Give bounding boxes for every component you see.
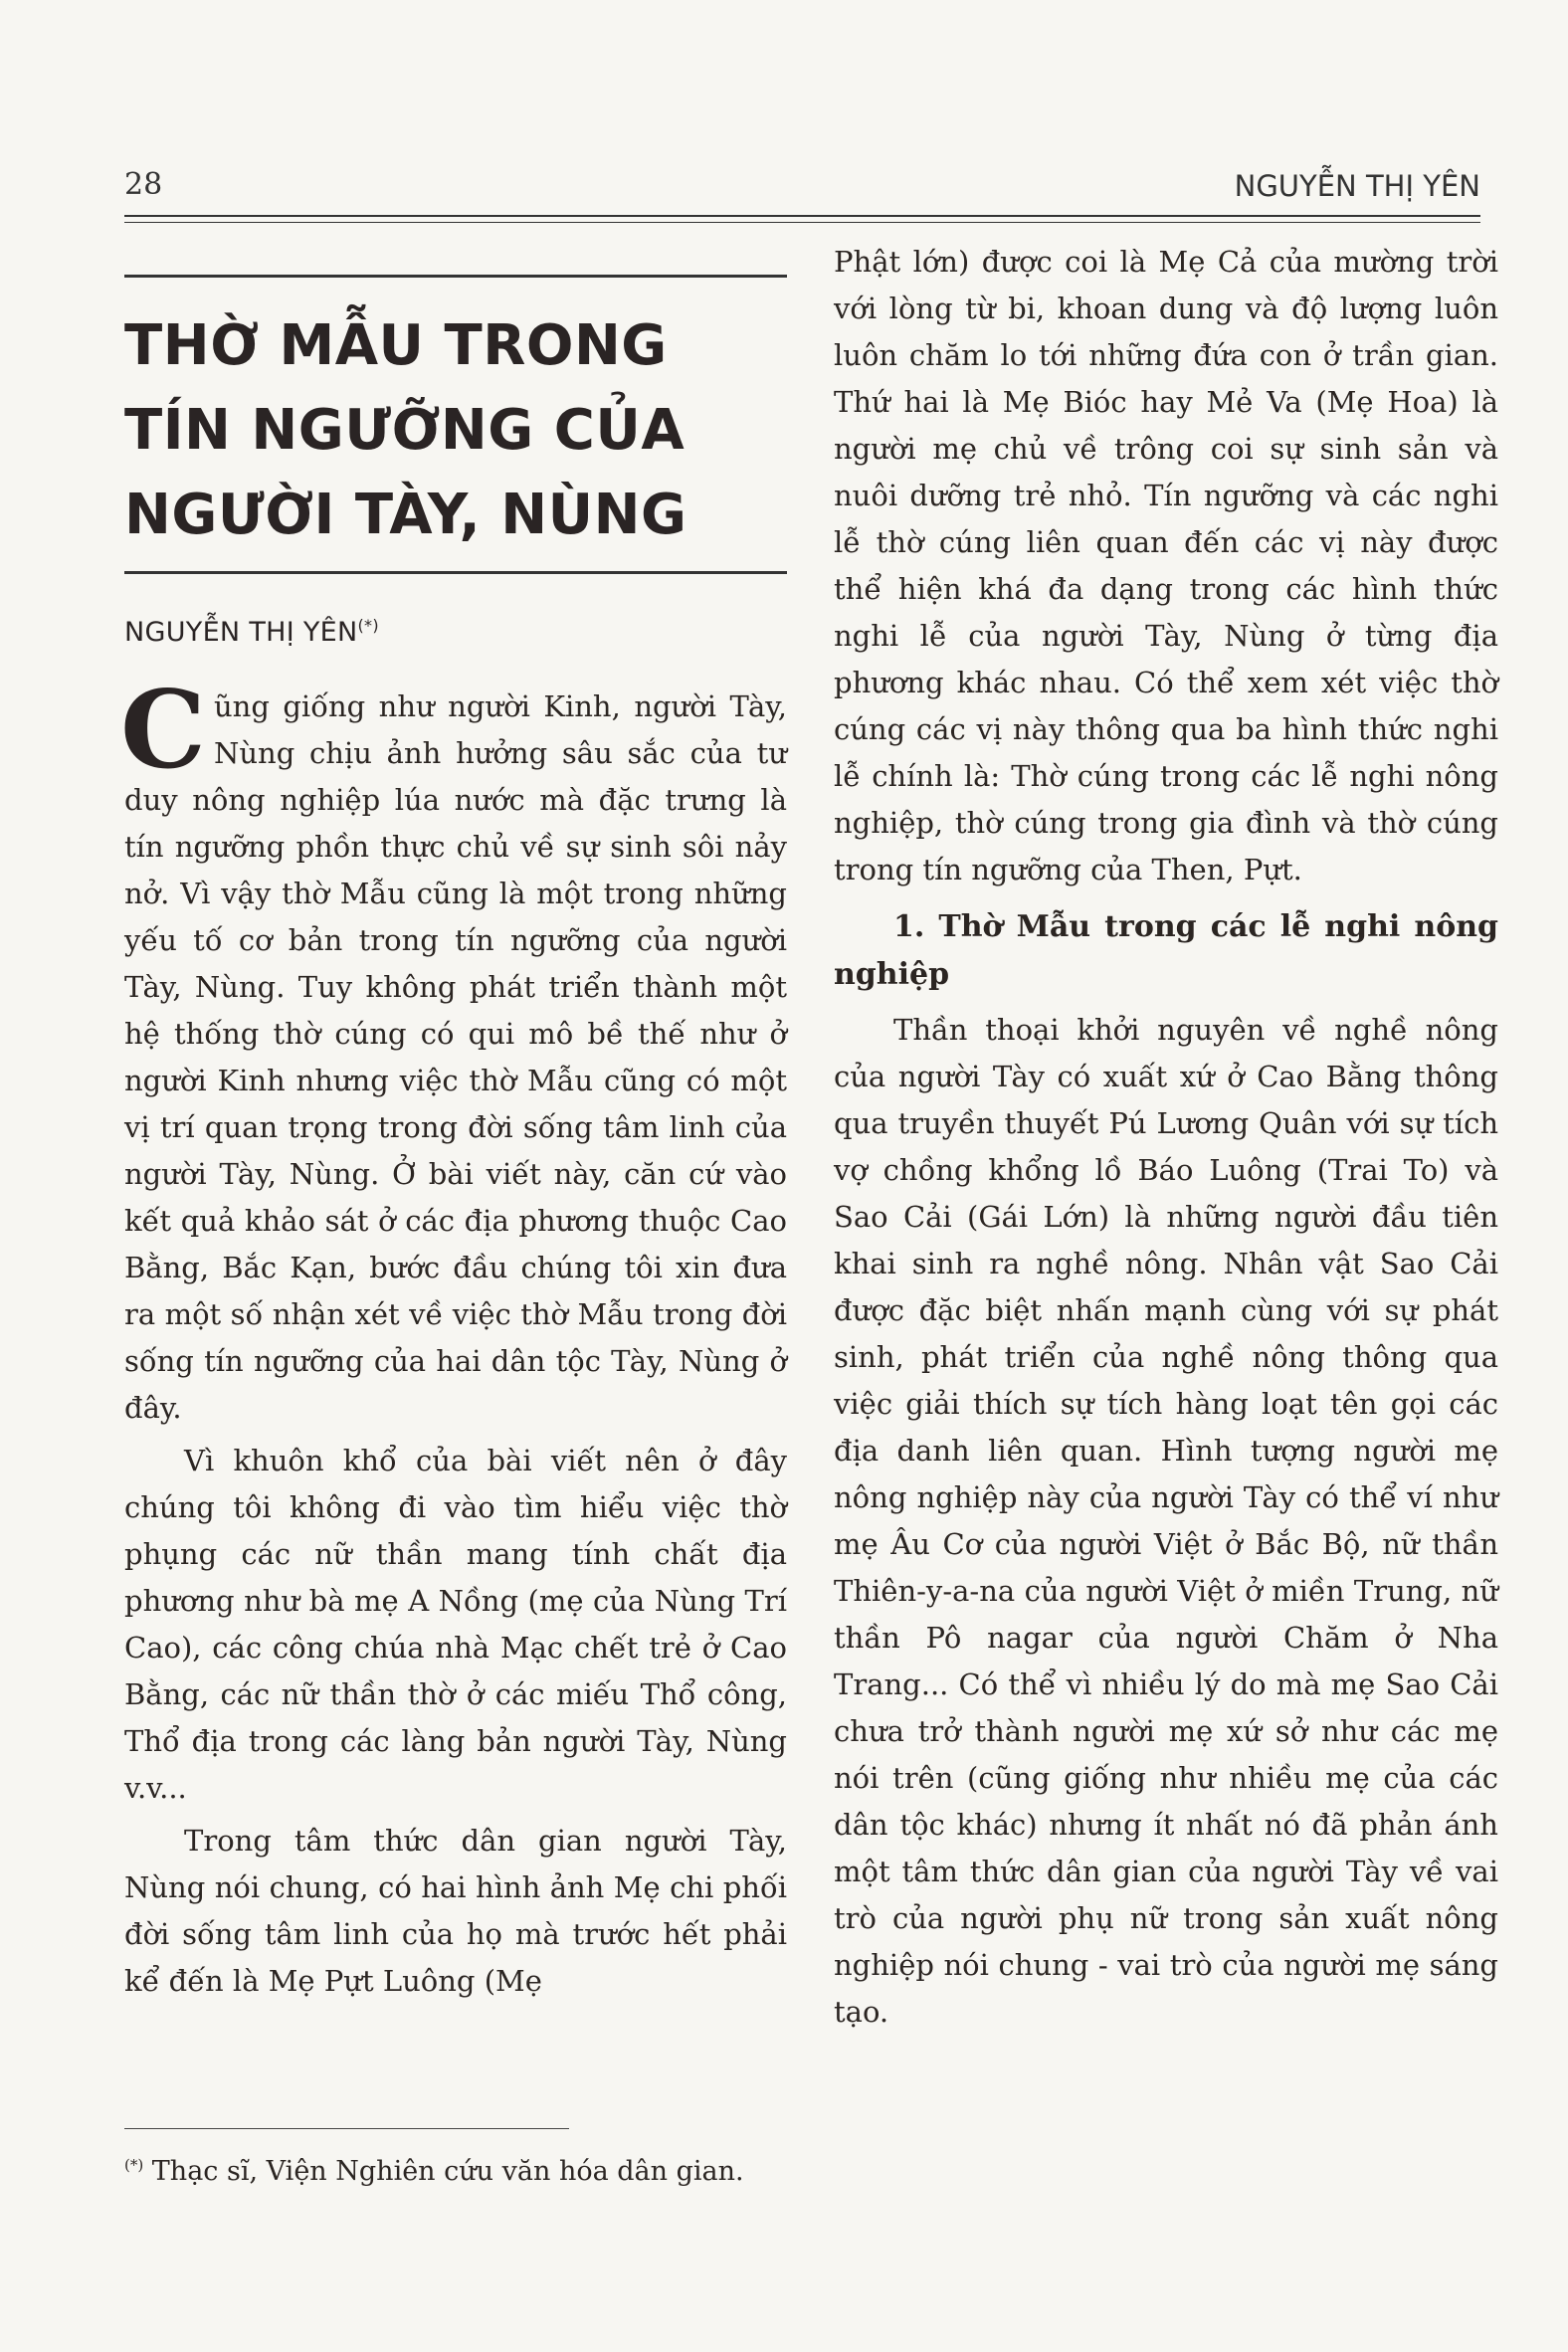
paragraph-2: Vì khuôn khổ của bài viết nên ở đây chúng tôi không đi vào tìm hiểu việc thờ phụng các nữ thần mang tính chất địa phương như bà mẹ A Nồng (mẹ của Nùng Trí Cao), các công chúa nhà Mạc chết trẻ ở Cao Bằng, các nữ thần thờ ở các miếu Thổ công, Thổ địa trong các làng bản người Tày, Nùng v.v... [124, 1444, 787, 1805]
paragraph-1 [120, 668, 787, 1432]
paragraph-5: Thần thoại khởi nguyên về nghề nông của người Tày có xuất xứ ở Cao Bằng thông qua truyền thuyết Pú Lương Quân với sự tích vợ chồng khổng lồ Báo Luông (Trai To) và Sao Cải (Gái Lớn) là những người đầu tiên khai sinh ra nghề nông. Nhân vật Sao Cải được đặc biệt nhấn mạnh cùng với sự phát sinh, phát triển của nghề nông thông qua việc giải thích sự tích hàng loạt tên gọi các địa danh liên quan. Hình tượng người mẹ nông nghiệp này của người Tày có thể ví như mẹ Âu Cơ của người Việt ở Bắc Bộ, nữ thần Thiên-y-a-na của người Việt ở miền Trung, nữ thần Pô nagar của người Chăm ở Nha Trang... Có thể vì nhiều lý do mà mẹ Sao Cải chưa trở thành người mẹ xứ sở như các mẹ nói trên (cũng giống như nhiều mẹ của các dân tộc khác) nhưng ít nhất nó đã phản ánh một tâm thức dân gian của người Tày về vai trò của người phụ nữ trong sản xuất nông nghiệp nói chung - vai trò của người mẹ sáng tạo. [834, 1013, 1498, 2029]
author-name: NGUYỄN THỊ YÊN [124, 617, 358, 648]
title-rule-top [124, 275, 787, 278]
article-title [124, 303, 787, 557]
title-line-1: THỜ MẪU TRONG [124, 313, 668, 378]
right-column [834, 239, 1498, 2036]
left-column [120, 239, 787, 2005]
running-author: NGUYỄN THỊ YÊN [1234, 169, 1480, 203]
author-footnote-mark: (*) [357, 616, 379, 635]
paragraph-1-text: ũng giống như người Kinh, người Tày, Nùng chịu ảnh hưởng sâu sắc của tư duy nông nghiệp lúa nước mà đặc trưng là tín ngưỡng phồn thực chủ về sự sinh sôi nảy nở. Vì vậy thờ Mẫu cũng là một trong những yếu tố cơ bản trong tín ngưỡng của người Tày, Nùng. Tuy không phát triển thành một hệ thống thờ cúng có qui mô bề thế như ở người Kinh nhưng việc thờ Mẫu cũng có một vị trí quan trọng trong đời sống tâm linh của người Tày, Nùng. Ở bài viết này, căn cứ vào kết quả khảo sát ở các địa phương thuộc Cao Bằng, Bắc Kạn, bước đầu chúng tôi xin đưa ra một số nhận xét về việc thờ Mẫu trong đời sống tín ngưỡng của hai dân tộc Tày, Nùng ở đây. [124, 689, 787, 1425]
paragraph-3: Trong tâm thức dân gian người Tày, Nùng nói chung, có hai hình ảnh Mẹ chi phối đời sống tâm linh của họ mà trước hết phải kể đến là Mẹ Pựt Luông (Mẹ [124, 1824, 787, 1998]
title-line-3: NGƯỜI TÀY, NÙNG [124, 483, 687, 547]
author-byline [124, 616, 787, 648]
header-rule [124, 215, 1480, 223]
page-number: 28 [124, 167, 163, 202]
dropcap: C [120, 668, 206, 793]
running-header [124, 167, 1480, 213]
title-rule-bottom [124, 571, 787, 574]
footnote [124, 2143, 787, 2194]
paragraph-4-continued: Phật lớn) được coi là Mẹ Cả của mường trời với lòng từ bi, khoan dung và độ lượng luôn luôn chăm lo tới những đứa con ở trần gian. Thứ hai là Mẹ Bióc hay Mẻ Va (Mẹ Hoa) là người mẹ chủ về trông coi sự sinh sản và nuôi dưỡng trẻ nhỏ. Tín ngưỡng và các nghi lễ thờ cúng liên quan đến các vị này được thể hiện khá đa dạng trong các hình thức nghi lễ của người Tày, Nùng ở từng địa phương khác nhau. Có thể xem xét việc thờ cúng các vị này thông qua ba hình thức nghi lễ chính là: Thờ cúng trong các lễ nghi nông nghiệp, thờ cúng trong gia đình và thờ cúng trong tín ngưỡng của Then, Pựt. [834, 245, 1498, 886]
footnote-rule [124, 2128, 569, 2129]
title-line-2: TÍN NGƯỠNG CỦA [124, 398, 686, 463]
section-heading-1: 1. Thờ Mẫu trong các lễ nghi nông nghiệp [834, 909, 1498, 992]
footnote-text: Thạc sĩ, Viện Nghiên cứu văn hóa dân gian. [143, 2156, 744, 2187]
footnote-mark: (*) [124, 2156, 144, 2174]
